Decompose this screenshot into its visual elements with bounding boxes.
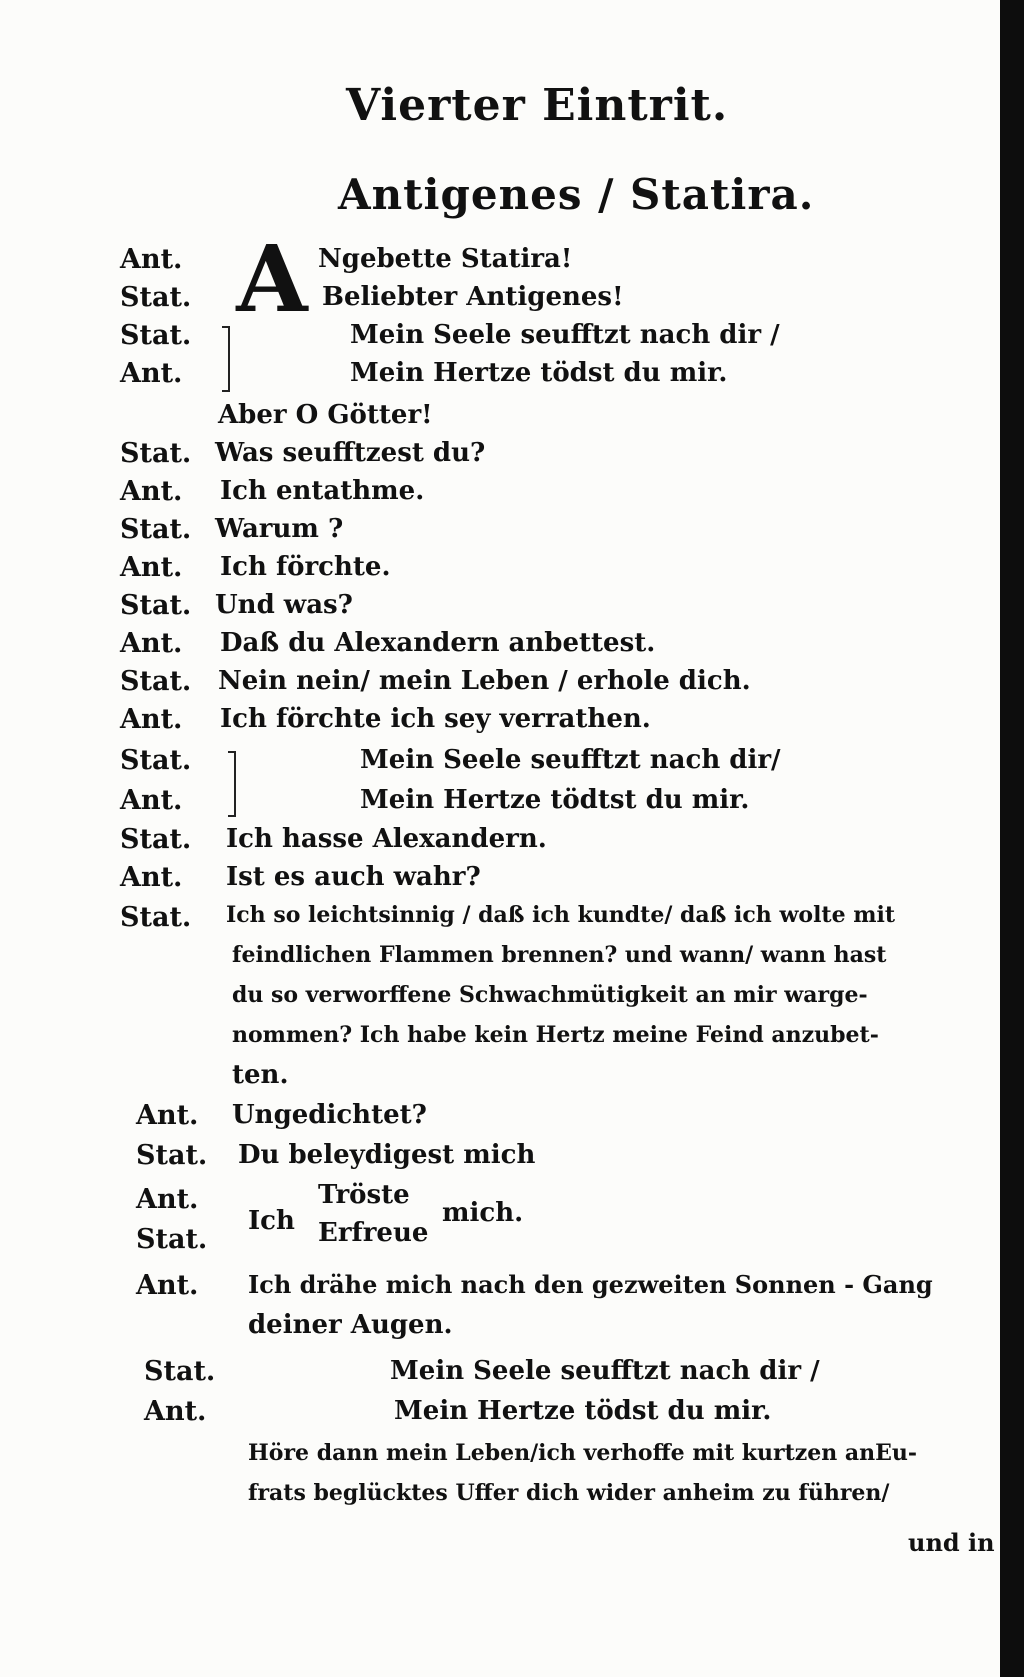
- bracket-mark: [228, 751, 236, 817]
- speaker-label: Stat.: [136, 1140, 208, 1171]
- speaker-label: Ant.: [136, 1100, 199, 1131]
- speaker-label: Ant.: [120, 358, 183, 389]
- dialogue-line: Was seufftzest du?: [215, 438, 486, 468]
- scan-border: [1000, 0, 1024, 1677]
- dialogue-line: ten.: [232, 1060, 289, 1090]
- speaker-label: Stat.: [144, 1356, 216, 1387]
- dialogue-line: Mein Seele seufftzt nach dir /: [390, 1356, 820, 1386]
- speaker-label: Ant.: [136, 1184, 199, 1215]
- speaker-label: Stat.: [120, 320, 192, 351]
- dialogue-line: Ungedichtet?: [232, 1100, 427, 1130]
- speaker-label: Ant.: [120, 244, 183, 275]
- speaker-label: Ant.: [144, 1396, 207, 1427]
- dialogue-line: frats beglücktes Uffer dich wider anheim zu führen/: [248, 1480, 890, 1506]
- decorated-initial: A: [236, 225, 308, 333]
- dialogue-line: Mein Hertze tödst du mir.: [394, 1396, 772, 1426]
- dialogue-line: Ngebette Statira!: [318, 244, 573, 274]
- dialogue-line: Mein Hertze tödtst du mir.: [360, 785, 750, 815]
- speaker-label: Stat.: [120, 514, 192, 545]
- dialogue-line: Ich hasse Alexandern.: [226, 824, 547, 854]
- speaker-label: Ant.: [120, 476, 183, 507]
- speaker-label: Stat.: [120, 666, 192, 697]
- dialogue-line: Ich förchte.: [220, 552, 391, 582]
- dialogue-line: Aber O Götter!: [218, 400, 433, 430]
- bracket-mark: [222, 326, 230, 392]
- speaker-label: Ant.: [136, 1270, 199, 1301]
- dialogue-word: Ich: [248, 1206, 295, 1236]
- dialogue-word: Erfreue: [318, 1218, 429, 1248]
- dialogue-line: Ich so leichtsinnig / daß ich kundte/ daß ich wolte mit: [226, 902, 896, 928]
- dialogue-line: Ich drähe mich nach den gezweiten Sonnen - Gang: [248, 1270, 933, 1299]
- speaker-label: Stat.: [120, 902, 192, 933]
- scene-heading: Vierter Eintrit.: [346, 80, 729, 131]
- speaker-label: Ant.: [120, 552, 183, 583]
- persons-heading: Antigenes / Statira.: [338, 170, 815, 219]
- speaker-label: Ant.: [120, 862, 183, 893]
- dialogue-word: mich.: [442, 1198, 524, 1228]
- dialogue-line: Und was?: [215, 590, 353, 620]
- dialogue-line: Beliebter Antigenes!: [322, 282, 624, 312]
- dialogue-line: Warum ?: [215, 514, 344, 544]
- speaker-label: Ant.: [120, 704, 183, 735]
- catchword: und in: [908, 1528, 995, 1557]
- speaker-label: Stat.: [120, 438, 192, 469]
- speaker-label: Stat.: [136, 1224, 208, 1255]
- dialogue-line: Mein Hertze tödst du mir.: [350, 358, 728, 388]
- dialogue-line: Mein Seele seufftzt nach dir/: [360, 745, 781, 775]
- dialogue-line: Daß du Alexandern anbettest.: [220, 628, 656, 658]
- dialogue-line: Ist es auch wahr?: [226, 862, 481, 892]
- dialogue-line: du so verworffene Schwachmütigkeit an mir warge-: [232, 982, 868, 1008]
- dialogue-word: Tröste: [318, 1180, 410, 1210]
- dialogue-line: Mein Seele seufftzt nach dir /: [350, 320, 780, 350]
- speaker-label: Stat.: [120, 590, 192, 621]
- dialogue-line: Ich förchte ich sey verrathen.: [220, 704, 651, 734]
- speaker-label: Stat.: [120, 824, 192, 855]
- speaker-label: Ant.: [120, 785, 183, 816]
- dialogue-line: Ich entathme.: [220, 476, 425, 506]
- dialogue-line: Höre dann mein Leben/ich verhoffe mit kurtzen anEu-: [248, 1440, 918, 1466]
- dialogue-line: Du beleydigest mich: [238, 1140, 536, 1170]
- dialogue-line: feindlichen Flammen brennen? und wann/ wann hast: [232, 942, 887, 968]
- dialogue-line: nommen? Ich habe kein Hertz meine Feind anzubet-: [232, 1022, 879, 1048]
- speaker-label: Ant.: [120, 628, 183, 659]
- speaker-label: Stat.: [120, 745, 192, 776]
- dialogue-line: deiner Augen.: [248, 1310, 453, 1340]
- speaker-label: Stat.: [120, 282, 192, 313]
- dialogue-line: Nein nein/ mein Leben / erhole dich.: [218, 666, 751, 696]
